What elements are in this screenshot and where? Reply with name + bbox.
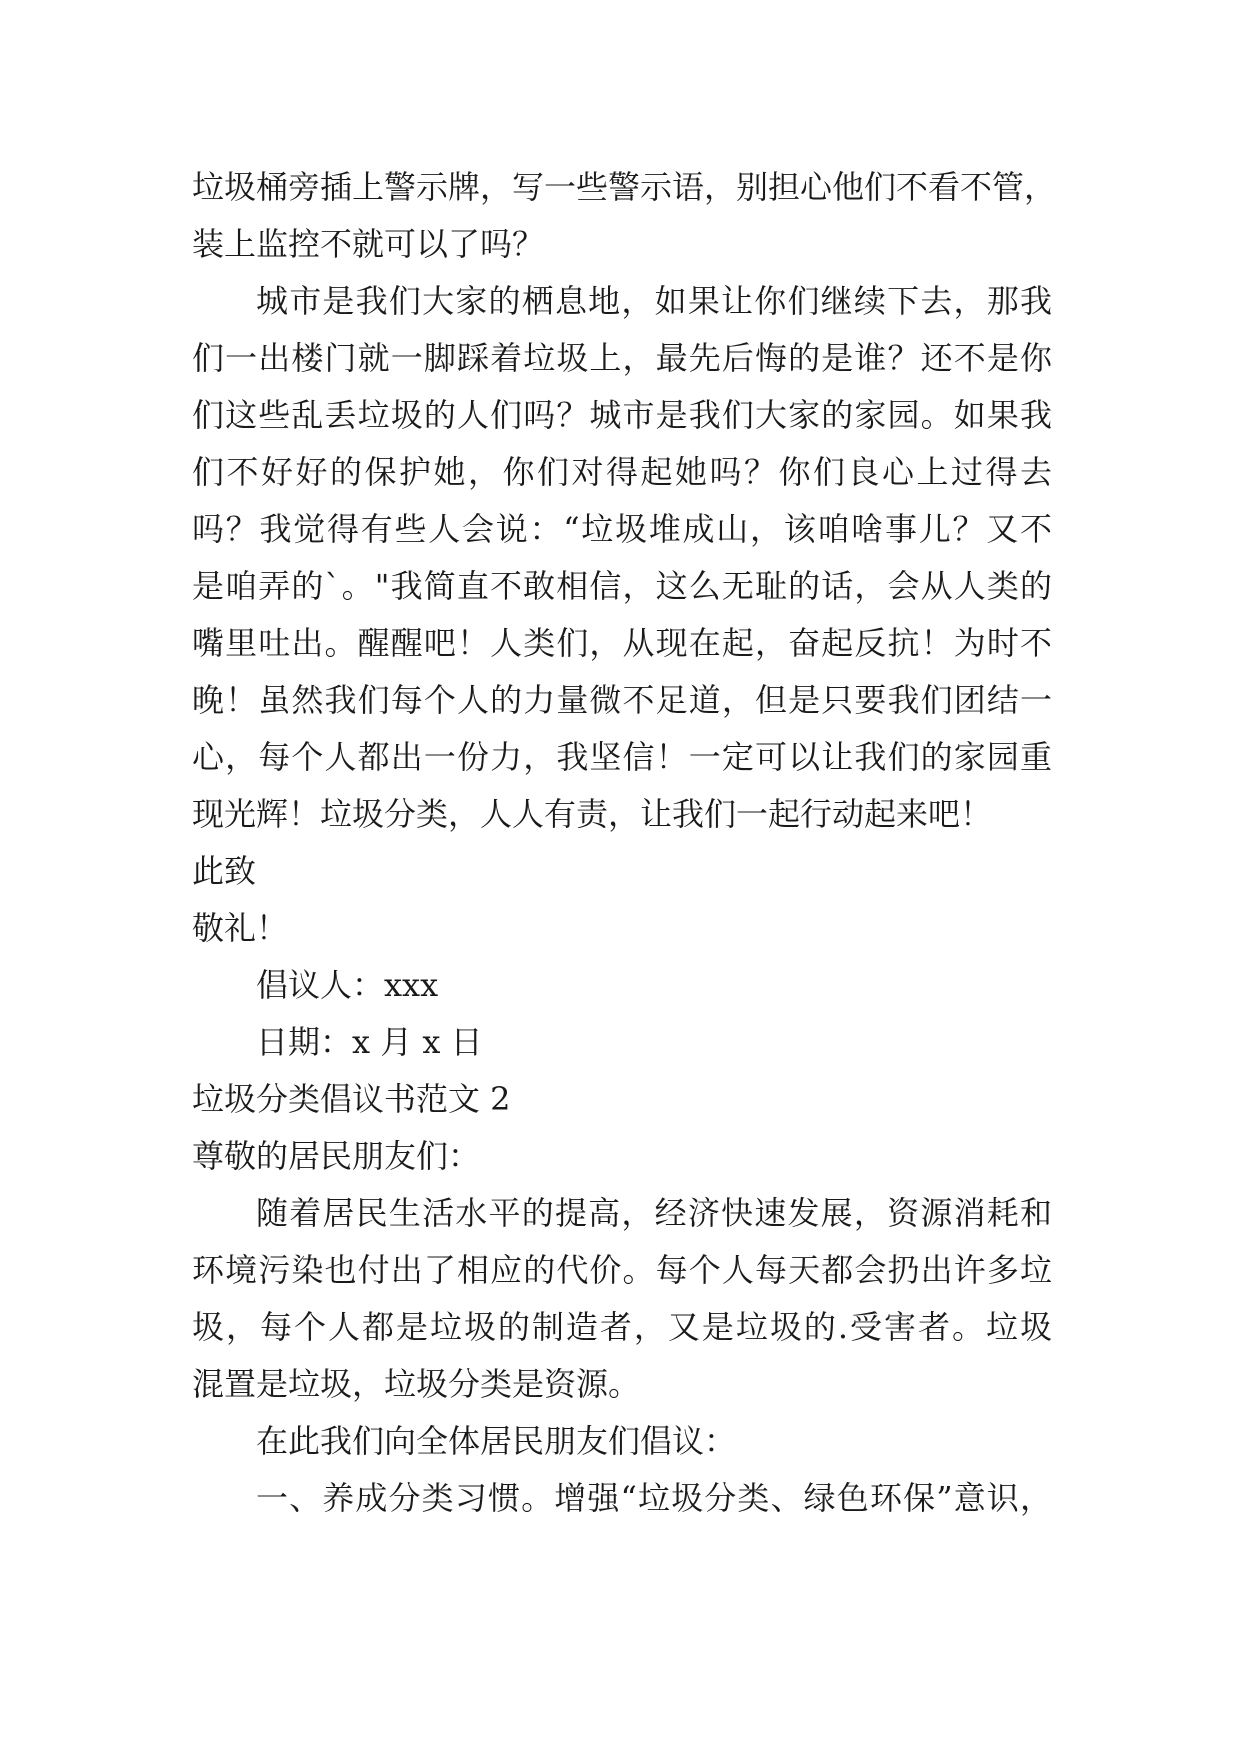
text-line: 晚！虽然我们每个人的力量微不足道，但是只要我们团结一: [192, 681, 1052, 719]
text-line: 吗？我觉得有些人会说：“垃圾堆成山，该咱啥事儿？又不: [192, 510, 1052, 548]
text-line: 心，每个人都出一份力，我坚信！一定可以让我们的家园重: [192, 738, 1052, 776]
text-line: 圾，每个人都是垃圾的制造者，又是垃圾的.受害者。垃圾: [192, 1308, 1052, 1346]
text-line: 垃圾桶旁插上警示牌，写一些警示语，别担心他们不看不管，: [192, 168, 1057, 206]
paragraph-first-line: 在此我们向全体居民朋友们倡议：: [256, 1422, 737, 1460]
closing-regards: 敬礼！: [192, 909, 289, 947]
paragraph-first-line: 城市是我们大家的栖息地，如果让你们继续下去，那我: [256, 282, 1052, 320]
closing-salutation: 此致: [192, 852, 257, 890]
section-title: 垃圾分类倡议书范文 2: [192, 1080, 511, 1118]
greeting: 尊敬的居民朋友们：: [192, 1137, 481, 1175]
text-line: 环境污染也付出了相应的代价。每个人每天都会扔出许多垃: [192, 1251, 1052, 1289]
text-line: 们不好好的保护她，你们对得起她吗？你们良心上过得去: [192, 453, 1052, 491]
signature-proposer: 倡议人：xxx: [256, 966, 439, 1004]
signature-date: 日期：x 月 x 日: [256, 1023, 483, 1061]
text-line: 是咱弄的`。"我简直不敢相信，这么无耻的话，会从人类的: [192, 567, 1052, 605]
text-line: 们一出楼门就一脚踩着垃圾上，最先后悔的是谁？还不是你: [192, 339, 1052, 377]
text-line: 现光辉！垃圾分类，人人有责，让我们一起行动起来吧！: [192, 795, 993, 833]
text-line: 们这些乱丢垃圾的人们吗？城市是我们大家的家园。如果我: [192, 396, 1052, 434]
text-line: 装上监控不就可以了吗？: [192, 225, 545, 263]
paragraph-first-line: 随着居民生活水平的提高，经济快速发展，资源消耗和: [256, 1194, 1052, 1232]
list-item-first-line: 一、养成分类习惯。增强“垃圾分类、绿色环保”意识，: [256, 1479, 1052, 1517]
text-line: 嘴里吐出。醒醒吧！人类们，从现在起，奋起反抗！为时不: [192, 624, 1052, 662]
text-line: 混置是垃圾，垃圾分类是资源。: [192, 1365, 641, 1403]
